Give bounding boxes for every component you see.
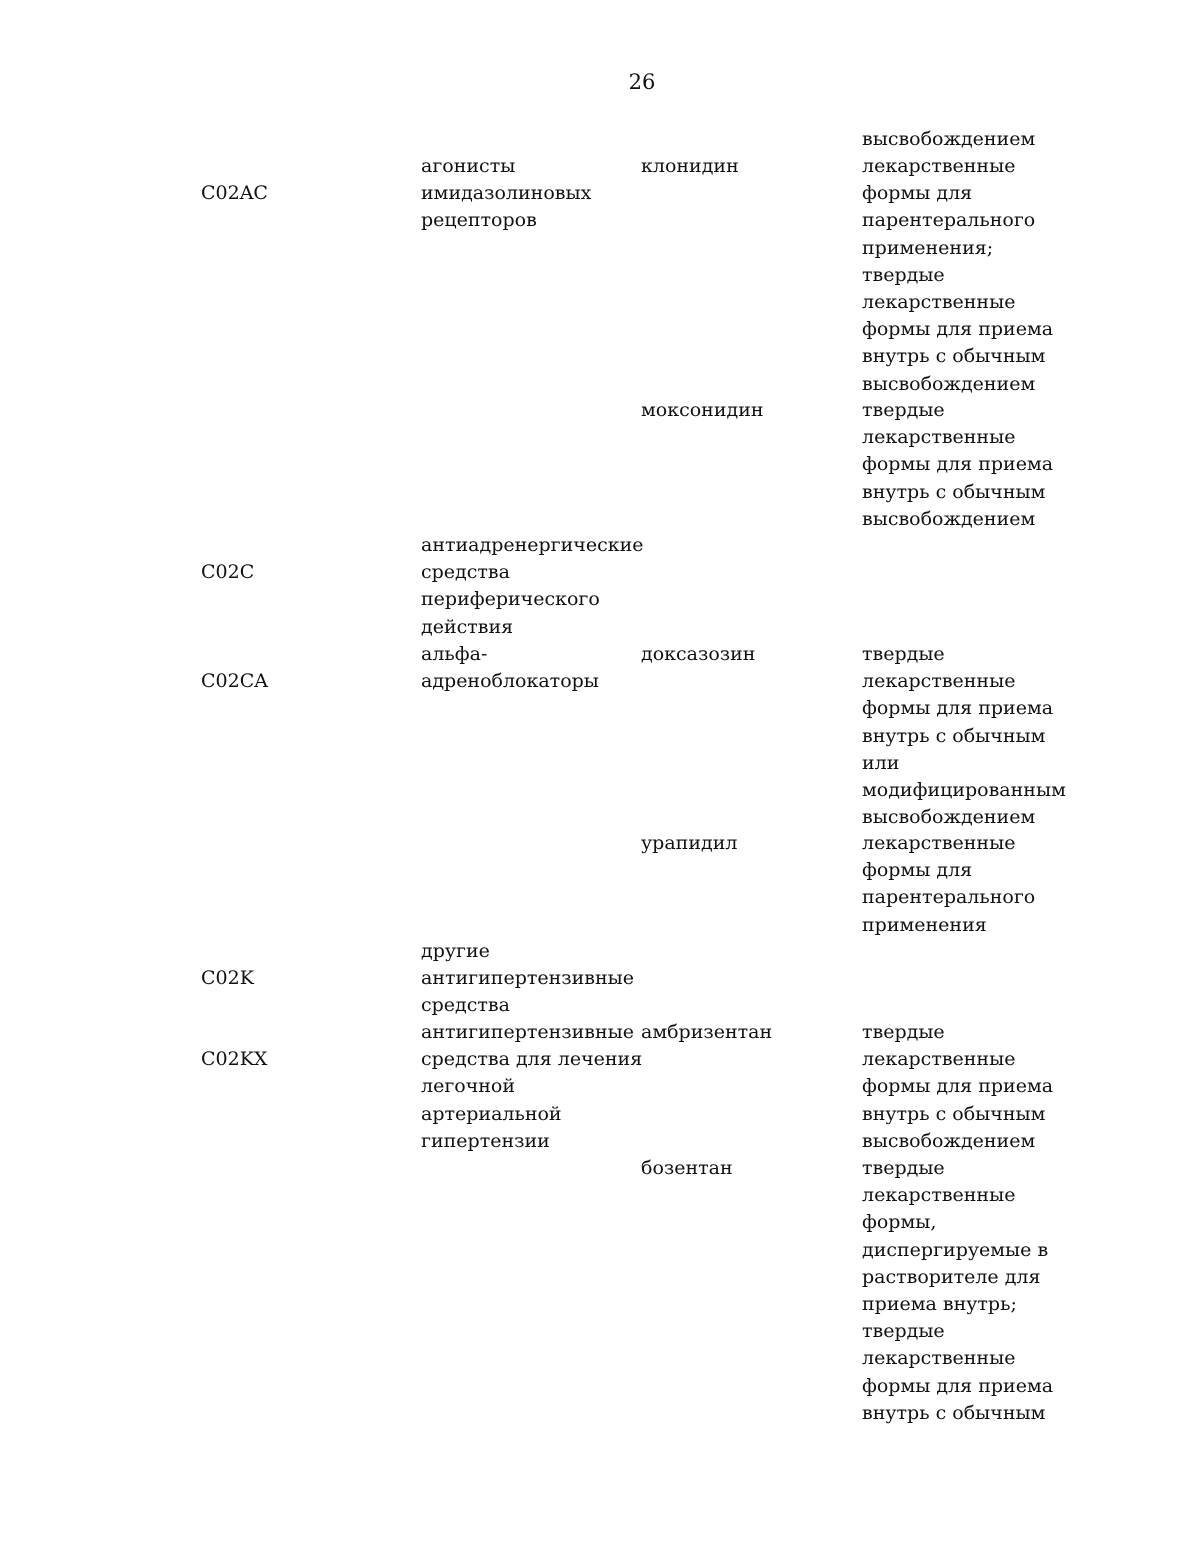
atc-code: C02KX	[201, 1048, 268, 1070]
drug-name: амбризентан	[641, 1021, 773, 1043]
dosage-form: лекарственные формы для парентерального применения; твердые лекарственные формы для приема внутрь с обычным высвобождением	[862, 155, 1054, 395]
atc-code: C02AC	[201, 182, 268, 204]
drug-group: антигипертензивные средства для лечения легочной артериальной гипертензии	[421, 1021, 643, 1152]
drug-name: клонидин	[641, 155, 739, 177]
drug-group: другие антигипертензивные средства	[421, 940, 635, 1017]
drug-name: моксонидин	[641, 399, 764, 421]
atc-code: C02C	[201, 561, 255, 583]
dosage-form: твердые лекарственные формы для приема внутрь с обычным высвобождением	[862, 1021, 1054, 1152]
drug-name: доксазозин	[641, 643, 756, 665]
atc-code: C02K	[201, 967, 254, 989]
dosage-form: твердые лекарственные формы, диспергируемые в растворителе для приема внутрь; твердые лекарственные формы для приема внутрь с обычным	[862, 1157, 1054, 1424]
drug-group: антиадренергические средства периферического действия	[421, 534, 644, 638]
drug-group: альфа- адреноблокаторы	[421, 643, 599, 693]
drug-name: бозентан	[641, 1157, 733, 1179]
dosage-form: высвобождением	[862, 128, 1036, 150]
dosage-form: твердые лекарственные формы для приема внутрь с обычным высвобождением	[862, 399, 1054, 530]
drug-name: урапидил	[641, 832, 738, 854]
page-number: 26	[628, 70, 656, 94]
atc-code: C02CA	[201, 670, 268, 692]
drug-group: агонисты имидазолиновых рецепторов	[421, 155, 592, 232]
dosage-form: твердые лекарственные формы для приема внутрь с обычным или модифицированным высвобождением	[862, 643, 1066, 829]
dosage-form: лекарственные формы для парентерального применения	[862, 832, 1036, 936]
